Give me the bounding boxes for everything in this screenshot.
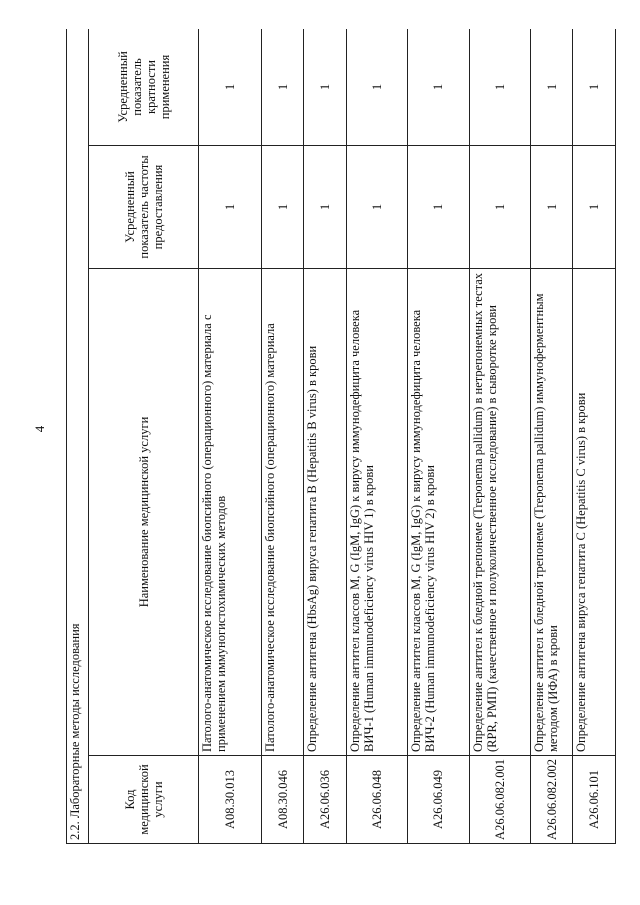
table-row	[408, 29, 469, 844]
header-code: Код медицинской услуги	[89, 756, 199, 844]
cell-name: Определение антигена вируса гепатита C (Hepatitis C virus) в крови	[573, 269, 616, 756]
cell-name: Патолого-анатомическое исследование биопсийного (операционного) материала	[261, 269, 304, 756]
table-row	[304, 29, 347, 844]
cell-multiplicity: 1	[469, 29, 530, 146]
section-title: 2.2. Лабораторные методы исследования	[67, 29, 89, 844]
cell-multiplicity: 1	[573, 29, 616, 146]
cell-name: Определение антител к бледной трепонеме (Treponema pallidum) иммуноферментным методом (ИФА) в крови	[530, 269, 573, 756]
cell-code: A26.06.082.002	[530, 756, 573, 844]
table-frame	[66, 29, 616, 844]
table-row	[199, 29, 262, 844]
cell-code: A26.06.101	[573, 756, 616, 844]
table-row	[469, 29, 530, 844]
cell-multiplicity: 1	[408, 29, 469, 146]
cell-frequency: 1	[573, 146, 616, 269]
services-table	[66, 29, 616, 844]
table-row	[261, 29, 304, 844]
cell-frequency: 1	[304, 146, 347, 269]
cell-frequency: 1	[408, 146, 469, 269]
cell-multiplicity: 1	[530, 29, 573, 146]
cell-frequency: 1	[199, 146, 262, 269]
cell-multiplicity: 1	[261, 29, 304, 146]
cell-code: A26.06.036	[304, 756, 347, 844]
page-number: 4	[32, 425, 47, 433]
cell-multiplicity: 1	[199, 29, 262, 146]
header-name: Наименование медицинской услуги	[89, 269, 199, 756]
cell-name: Определение антител классов M, G (IgM, IgG) к вирусу иммунодефицита человека ВИЧ-2 (Human immunodeficiency virus HIV 2) в крови	[408, 269, 469, 756]
cell-name: Определение антител классов M, G (IgM, IgG) к вирусу иммунодефицита человека ВИЧ-1 (Human immunodeficiency virus HIV 1) в крови	[346, 269, 407, 756]
table-row	[573, 29, 616, 844]
cell-code: A08.30.013	[199, 756, 262, 844]
table-header-row	[89, 29, 199, 844]
cell-multiplicity: 1	[346, 29, 407, 146]
header-frequency: Усредненный показатель частоты предоставления	[89, 146, 199, 269]
cell-code: A26.06.082.001	[469, 756, 530, 844]
cell-code: A26.06.049	[408, 756, 469, 844]
cell-frequency: 1	[469, 146, 530, 269]
table-row	[530, 29, 573, 844]
rotated-table-wrapper	[66, 29, 616, 844]
cell-code: A26.06.048	[346, 756, 407, 844]
table-row	[346, 29, 407, 844]
cell-frequency: 1	[261, 146, 304, 269]
header-multiplicity: Усредненный показатель кратности применения	[89, 29, 199, 146]
cell-frequency: 1	[530, 146, 573, 269]
cell-frequency: 1	[346, 146, 407, 269]
section-row	[67, 29, 89, 844]
cell-multiplicity: 1	[304, 29, 347, 146]
cell-name: Определение антител к бледной трепонеме (Treponema pallidum) в нетрепонемных тестах (RPR, РМП) (качественное и полуколичественное исследование) в сыворотке крови	[469, 269, 530, 756]
cell-code: A08.30.046	[261, 756, 304, 844]
cell-name: Определение антигена (HbsAg) вируса гепатита B (Hepatitis B virus) в крови	[304, 269, 347, 756]
cell-name: Патолого-анатомическое исследование биопсийного (операционного) материала с применением иммуногистохимических методов	[199, 269, 262, 756]
